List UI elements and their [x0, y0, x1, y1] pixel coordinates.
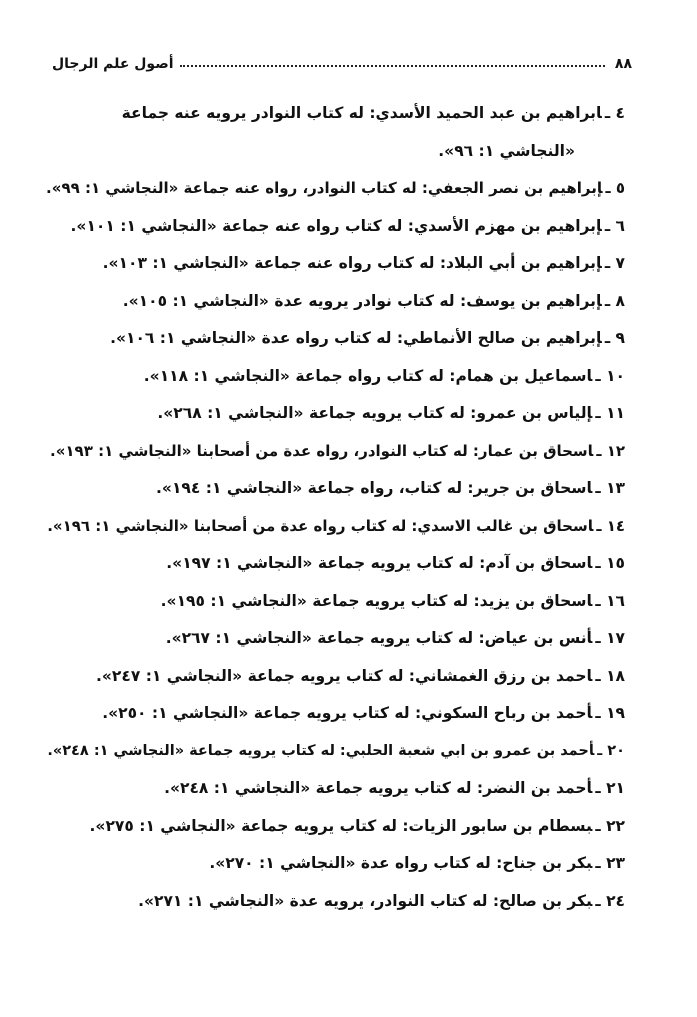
list-item: [45, 358, 625, 396]
entry-text: إبراهيم بن مهزم الأسدي: له كتاب رواه عنه جماعة «النجاشي ١: ١٠١».: [70, 216, 602, 235]
entry-line: [45, 695, 625, 733]
entry-text: أحمد بن رباح السكوني: له كتاب يرويه جماعة «النجاشي ١: ٢٥٠».: [102, 704, 593, 722]
entry-line: [45, 208, 625, 246]
entry-text: ابراهيم بن عبد الحميد الأسدي: له كتاب النوادر يرويه عنه جماعة: [121, 104, 602, 122]
entry-number: ١٧ ـ: [595, 629, 625, 647]
list-item: [45, 545, 625, 583]
entry-line: [45, 433, 625, 471]
entry-number: ١٤ ـ: [596, 516, 625, 535]
entry-number: ٢٢ ـ: [595, 816, 625, 835]
entry-line: [45, 320, 625, 358]
header-dotted-leader: [180, 65, 605, 67]
entry-line: [45, 170, 625, 208]
entry-number: ١١ ـ: [595, 404, 625, 422]
list-item: [45, 433, 625, 471]
list-item: [45, 808, 625, 846]
list-item: [45, 733, 625, 771]
entry-number: ٧ ـ: [604, 254, 625, 272]
entry-text: اسحاق بن آدم: له كتاب يرويه جماعة «النجاشي ١: ١٩٧».: [166, 554, 593, 572]
list-item: [45, 283, 625, 321]
entry-text: احمد بن رزق الغمشاني: له كتاب يرويه جماعة «النجاشي ١: ٢٤٧».: [96, 666, 593, 685]
entry-number: ١٩ ـ: [595, 704, 625, 722]
entry-line: [45, 808, 625, 846]
entry-text: أنس بن عياض: له كتاب يرويه جماعة «النجاشي ١: ٢٦٧».: [165, 629, 593, 647]
entry-line: [45, 508, 625, 546]
entry-text: إبراهيم بن صالح الأنماطي: له كتاب رواه عدة «النجاشي ١: ١٠٦».: [110, 329, 602, 347]
list-item: [45, 470, 625, 508]
entry-line: [45, 545, 625, 583]
entry-text: إبراهيم بن نصر الجعفي: له كتاب النوادر، رواه عنه جماعة «النجاشي ١: ٩٩».: [46, 179, 603, 197]
entry-number: ١٢ ـ: [596, 441, 625, 460]
entry-number: ٥ ـ: [605, 179, 625, 197]
entry-text: اسحاق بن يزيد: له كتاب يرويه جماعة «النجاشي ١: ١٩٥».: [160, 591, 593, 610]
entry-line: [45, 658, 625, 696]
entry-line: [45, 395, 625, 433]
entry-number: ٤ ـ: [604, 104, 625, 122]
list-item: [45, 508, 625, 546]
entry-text: إبراهيم بن يوسف: له كتاب نوادر يرويه عدة «النجاشي ١: ١٠٥».: [122, 291, 602, 310]
entry-text: إبراهيم بن أبي البلاد: له كتاب رواه عنه جماعة «النجاشي ١: ١٠٣».: [102, 254, 602, 272]
entry-text: بكر بن صالح: له كتاب النوادر، يرويه عدة «النجاشي ١: ٢٧١».: [138, 891, 593, 910]
list-item: [45, 95, 625, 170]
entry-line: [45, 883, 625, 921]
list-item: [45, 320, 625, 358]
entry-text: اسماعيل بن همام: له كتاب رواه جماعة «النجاشي ١: ١١٨».: [143, 366, 593, 385]
entry-number: ٨ ـ: [604, 291, 625, 310]
entry-text: بسطام بن سابور الزيات: له كتاب يرويه جماعة «النجاشي ١: ٢٧٥».: [89, 816, 593, 835]
entry-number: ٢١ ـ: [595, 779, 625, 797]
entry-number: ١٦ ـ: [595, 591, 625, 610]
list-item: [45, 208, 625, 246]
entry-line: [45, 245, 625, 283]
page-number: ٨٨: [614, 56, 632, 72]
entry-line: [45, 620, 625, 658]
entry-line: [45, 733, 625, 771]
entry-number: ٢٣ ـ: [595, 854, 625, 872]
entry-text: اسحاق بن عمار: له كتاب النوادر، رواه عدة من أصحابنا «النجاشي ١: ١٩٣».: [50, 441, 594, 460]
entry-line: [45, 583, 625, 621]
entry-text: أحمد بن عمرو بن ابي شعبة الحلبي: له كتاب يرويه جماعة «النجاشي ١: ٢٤٨».: [47, 742, 595, 759]
entry-number: ١٨ ـ: [595, 666, 625, 685]
entry-number: ١٥ ـ: [595, 554, 625, 572]
list-item: [45, 845, 625, 883]
entry-text: إلياس بن عمرو: له كتاب يرويه جماعة «النجاشي ١: ٢٦٨».: [157, 404, 593, 422]
entry-continuation: «النجاشي ١: ٩٦».: [438, 141, 575, 160]
entry-line: [45, 470, 625, 508]
list-item: [45, 695, 625, 733]
entry-text: أحمد بن النضر: له كتاب يرويه جماعة «النجاشي ١: ٢٤٨».: [164, 779, 593, 797]
entry-text: بكر بن جناح: له كتاب رواه عدة «النجاشي ١: ٢٧٠».: [209, 854, 593, 872]
entry-number: ١٠ ـ: [595, 366, 625, 385]
entry-line: [45, 95, 625, 133]
list-item: [45, 620, 625, 658]
entry-line: [45, 358, 625, 396]
entry-number: ٢٠ ـ: [597, 742, 625, 759]
entry-line: [45, 283, 625, 321]
list-item: [45, 658, 625, 696]
entry-text: اسحاق بن غالب الاسدي: له كتاب رواه عدة من أصحابنا «النجاشي ١: ١٩٦».: [47, 516, 594, 535]
entry-number: ٩ ـ: [604, 329, 625, 347]
running-title: أصول علم الرجال: [52, 56, 174, 72]
entry-list: [45, 95, 625, 920]
list-item: [45, 883, 625, 921]
entry-line: [45, 845, 625, 883]
entry-text: اسحاق بن جرير: له كتاب، رواه جماعة «النجاشي ١: ١٩٤».: [156, 479, 593, 497]
list-item: [45, 170, 625, 208]
list-item: [45, 245, 625, 283]
entry-number: ٢٤ ـ: [595, 891, 625, 910]
list-item: [45, 395, 625, 433]
entry-number: ٦ ـ: [604, 216, 625, 235]
entry-line: [45, 770, 625, 808]
entry-number: ١٣ ـ: [595, 479, 625, 497]
list-item: [45, 770, 625, 808]
list-item: [45, 583, 625, 621]
page-header: [52, 42, 632, 72]
